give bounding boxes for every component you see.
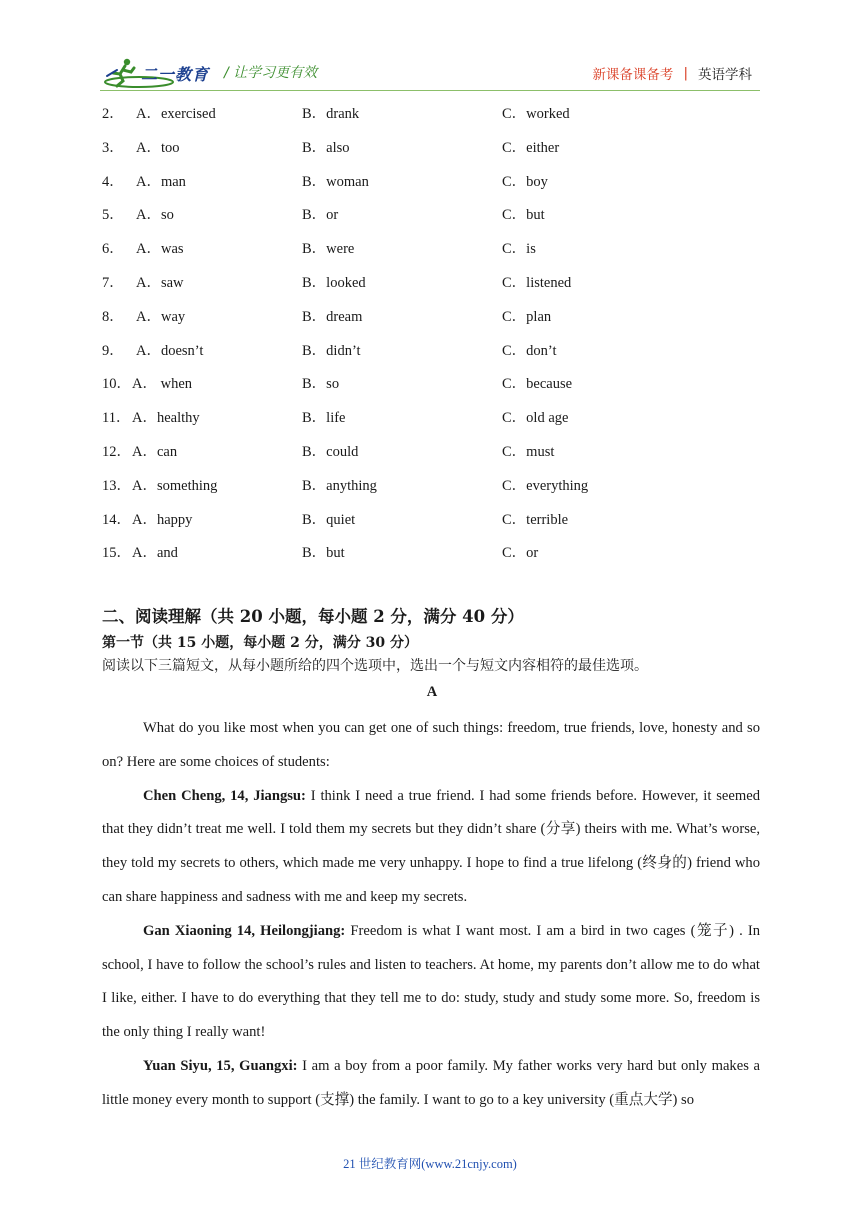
option-c: C．terrible	[502, 511, 569, 528]
option-a: A．something	[132, 477, 218, 494]
question-number: 12．	[102, 443, 131, 460]
paragraph-text: I think I need a true friend. I had some friends before. However, it seemed that they didn’t treat me well. I told them my secrets but they didn’t share (分享) theirs with me. What’s worse, they told my secrets to others, which made me very unhappy. I hope to find a true lifelong (终身的) friend who can share happiness and sadness with me and keep my secrets.	[102, 787, 760, 905]
passage-paragraph	[102, 1050, 760, 1118]
option-a: A．man	[136, 173, 186, 190]
reading-section	[102, 605, 762, 703]
option-b: B．so	[302, 376, 340, 393]
option-b: B．life	[302, 410, 346, 427]
option-b: B．could	[302, 443, 359, 460]
option-c: C．don’t	[502, 342, 557, 359]
option-c: C．worked	[502, 106, 570, 122]
question-number: 11．	[102, 410, 131, 427]
option-c: C．or	[502, 545, 539, 562]
question-number: 9．	[102, 342, 124, 359]
option-b: B．quiet	[302, 511, 356, 528]
option-a: A．happy	[132, 511, 193, 528]
question-number: 3．	[102, 139, 124, 156]
header-course-label: 新课备课备考	[592, 67, 674, 83]
paragraph-text: I am a boy from a poor family. My father works very hard but only makes a little money every month to support (支撑) the family. I want to go to a key university (重点大学) so	[102, 1057, 760, 1108]
question-number: 4．	[102, 173, 124, 190]
option-a: A．way	[136, 308, 186, 325]
header-separator: |	[683, 65, 688, 81]
option-row	[102, 341, 762, 375]
option-row	[102, 205, 762, 239]
question-number: 5．	[102, 207, 124, 224]
option-c: C．plan	[502, 308, 552, 325]
option-row	[102, 442, 762, 476]
option-a: A．healthy	[132, 410, 200, 427]
passage-a	[102, 712, 760, 1118]
option-b: B．but	[302, 545, 345, 562]
option-c: C．boy	[502, 173, 548, 190]
option-b: B．dream	[302, 308, 363, 325]
option-b: B．looked	[302, 274, 366, 291]
option-row	[102, 172, 762, 206]
option-c: C．but	[502, 207, 545, 224]
passage-paragraph	[102, 915, 760, 1050]
option-row	[102, 104, 762, 138]
option-b: B．or	[302, 207, 339, 224]
option-row	[102, 138, 762, 172]
answer-options-list	[102, 104, 762, 577]
option-row	[102, 239, 762, 273]
option-b: B．also	[302, 139, 350, 156]
section-instruction: 阅读以下三篇短文，从每小题所给的四个选项中，选出一个与短文内容相符的最佳选项。	[102, 658, 648, 674]
option-a: A．so	[136, 207, 174, 224]
header-right	[592, 63, 752, 83]
question-number: 14．	[102, 511, 131, 528]
question-number: 7．	[102, 274, 124, 291]
option-a: A．doesn’t	[136, 342, 204, 359]
option-b: B．drank	[302, 106, 360, 122]
header-subject: 英语学科	[698, 67, 752, 83]
brand-name: 二一教育	[141, 65, 210, 84]
option-row	[102, 543, 762, 577]
option-row	[102, 476, 762, 510]
option-c: C．listened	[502, 274, 572, 291]
option-c: C．because	[502, 376, 573, 393]
option-c: C．either	[502, 139, 560, 156]
question-number: 6．	[102, 241, 124, 258]
question-number: 15．	[102, 545, 131, 562]
option-row	[102, 510, 762, 544]
section-title: 二、阅读理解（共 20 小题，每小题 2 分，满分 40 分）	[102, 607, 524, 626]
option-b: B．anything	[302, 477, 377, 494]
option-a: A．can	[132, 443, 178, 460]
header-divider	[100, 90, 760, 91]
option-row	[102, 408, 762, 442]
paragraph-text: Freedom is what I want most. I am a bird in two cages (笼子) . In school, I have to follow the school’s rules and listen to teachers. At home, my parents don’t allow me to do what I like, either. I have to do everything that they tell me to do: study, study and study some more. So, freedom is the only thing I really want!	[102, 922, 761, 1041]
option-b: B．woman	[302, 173, 369, 190]
option-a: A．was	[136, 241, 184, 258]
section-subtitle: 第一节（共 15 小题，每小题 2 分，满分 30 分）	[102, 635, 418, 651]
option-c: C．must	[502, 443, 555, 460]
passage-intro: What do you like most when you can get one of such things: freedom, true friends, love, honesty and so on? Here are some choices of students:	[102, 720, 760, 770]
page-header	[0, 0, 860, 100]
option-a: A．and	[132, 545, 178, 562]
option-a: A． when	[132, 376, 193, 393]
option-c: C．is	[502, 241, 536, 258]
student-name: Chen Cheng, 14, Jiangsu:	[143, 787, 306, 804]
passage-label: A	[426, 684, 438, 700]
option-c: C．everything	[502, 477, 589, 494]
student-name: Gan Xiaoning 14, Heilongjiang:	[143, 922, 346, 939]
student-name: Yuan Siyu, 15, Guangxi:	[143, 1057, 298, 1074]
option-a: A．too	[136, 139, 180, 156]
passage-paragraph	[102, 780, 760, 915]
question-number: 2．	[102, 106, 124, 122]
question-number: 8．	[102, 308, 124, 325]
option-b: B．were	[302, 241, 355, 258]
question-number: 10．	[102, 376, 131, 393]
option-c: C．old age	[502, 410, 569, 427]
option-a: A．exercised	[136, 106, 216, 122]
option-a: A．saw	[136, 274, 184, 291]
option-row	[102, 374, 762, 408]
option-row	[102, 273, 762, 307]
question-number: 13．	[102, 477, 131, 494]
option-b: B．didn’t	[302, 342, 361, 359]
option-row	[102, 307, 762, 341]
brand-slogan: / 让学习更有效	[224, 65, 318, 81]
page-footer: 21 世纪教育网(www.21cnjy.com)	[343, 1157, 517, 1171]
